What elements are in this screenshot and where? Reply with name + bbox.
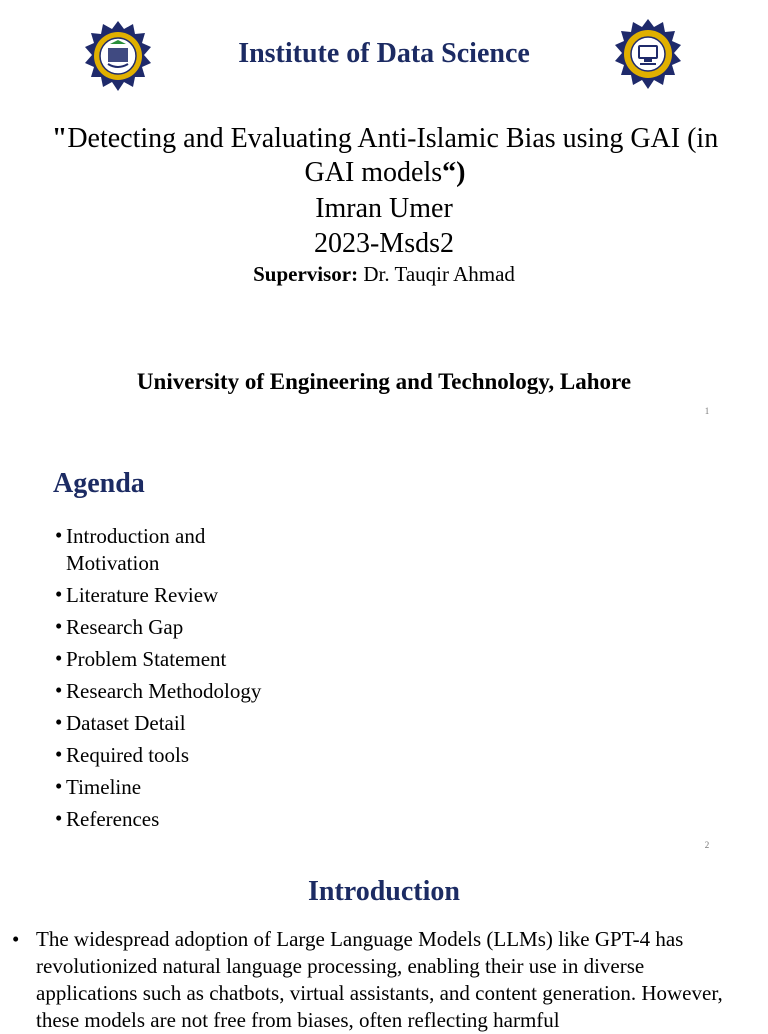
computer-science-crest-icon xyxy=(612,18,684,90)
agenda-item xyxy=(55,710,315,737)
bullet-icon: • xyxy=(55,742,63,766)
thesis-title-close: “) xyxy=(442,157,466,188)
thesis-title-open-quote: " xyxy=(51,123,68,154)
agenda-list xyxy=(55,523,315,833)
slide-2-page-number: 2 xyxy=(704,840,710,850)
bullet-icon: • xyxy=(55,710,63,734)
slide-1-page-number: 1 xyxy=(704,406,710,416)
agenda-item-label: Research Gap xyxy=(66,615,184,639)
bullet-icon: • xyxy=(55,774,63,798)
agenda-heading: Agenda xyxy=(53,468,145,499)
agenda-item-label: Problem Statement xyxy=(66,647,227,671)
thesis-title xyxy=(40,122,730,190)
agenda-item-label: Introduction and Motivation xyxy=(66,524,206,575)
university-name: University of Engineering and Technology, Lahore xyxy=(136,369,632,394)
agenda-item-label: Literature Review xyxy=(66,583,219,607)
supervisor-name: Dr. Tauqir Ahmad xyxy=(363,262,515,286)
bullet-icon: • xyxy=(55,582,63,606)
introduction-heading: Introduction xyxy=(308,876,460,907)
bullet-icon: • xyxy=(55,806,63,830)
agenda-item xyxy=(55,742,315,769)
supervisor-line xyxy=(0,262,768,287)
agenda-item-label: Research Methodology xyxy=(66,679,262,703)
bullet-icon: • xyxy=(55,614,63,638)
agenda-item xyxy=(55,582,315,609)
supervisor-label: Supervisor: xyxy=(253,262,359,286)
bullet-icon: • xyxy=(12,927,20,951)
author-name: Imran Umer xyxy=(315,193,453,224)
agenda-item xyxy=(55,774,315,801)
thesis-title-text: Detecting and Evaluating Anti-Islamic Bias using GAI (in GAI models xyxy=(67,123,719,188)
agenda-item-label: Timeline xyxy=(66,775,142,799)
agenda-item xyxy=(55,614,315,641)
agenda-item-label: Required tools xyxy=(66,743,190,767)
agenda-item xyxy=(55,678,315,705)
bullet-icon: • xyxy=(55,646,63,670)
institute-title: Institute of Data Science xyxy=(238,38,530,69)
agenda-item xyxy=(55,806,315,833)
agenda-item-label: References xyxy=(66,807,160,831)
agenda-item xyxy=(55,646,315,673)
introduction-paragraph: The widespread adoption of Large Language Models (LLMs) like GPT-4 has revolutionized natural language processing, enabling their use in diverse applications such as chatbots, virtual assistants, and content generation. However, these models are not free from biases, often reflecting harmful xyxy=(36,927,723,1032)
registration-number: 2023-Msds2 xyxy=(313,228,454,259)
bullet-icon: • xyxy=(55,678,63,702)
bullet-icon: • xyxy=(55,523,63,547)
agenda-item-label: Dataset Detail xyxy=(66,711,186,735)
agenda-item xyxy=(55,523,315,577)
